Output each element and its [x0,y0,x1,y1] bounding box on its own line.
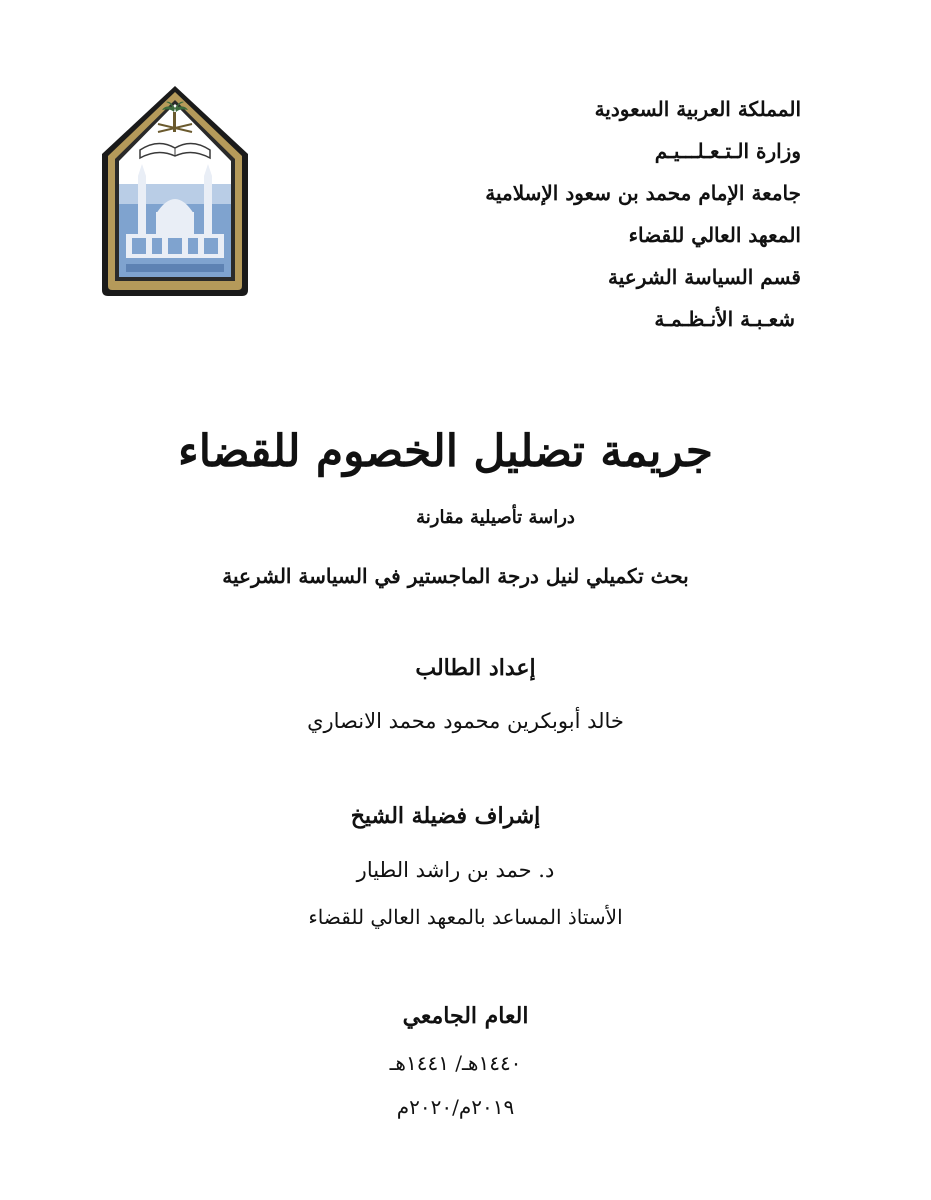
university-name: جامعة الإمام محمد بن سعود الإسلامية [485,181,801,205]
thesis-subtitle: دراسة تأصيلية مقارنة [416,507,575,528]
gregorian-years: ٢٠١٩م/٢٠٢٠م [396,1095,515,1119]
prepared-by-label: إعداد الطالب [415,655,536,681]
thesis-title: جريمة تضليل الخصوم للقضاء [178,426,713,477]
ministry-name: وزارة الـتـعـلـــيـم [654,139,801,163]
imam-university-logo-icon [100,84,250,298]
institution-header [441,88,801,340]
student-name: خالد أبوبكرين محمود محمد الانصاري [307,709,624,733]
department-name: قسم السياسة الشرعية [608,265,801,289]
supervision-label: إشراف فضيلة الشيخ [350,803,541,829]
division-name: شعـبـة الأنـظـمـة [654,307,795,331]
institute-name: المعهد العالي للقضاء [628,223,801,247]
research-note: بحث تكميلي لنيل درجة الماجستير في السياسة الشرعية [222,564,689,588]
university-logo [100,84,250,298]
hijri-years: ١٤٤٠هـ/ ١٤٤١هـ [389,1051,522,1075]
supervisor-name: د. حمد بن راشد الطيار [356,858,555,882]
kingdom-name: المملكة العربية السعودية [594,97,801,121]
supervisor-title: الأستاذ المساعد بالمعهد العالي للقضاء [308,905,623,929]
academic-year-label: العام الجامعي [402,1003,529,1029]
